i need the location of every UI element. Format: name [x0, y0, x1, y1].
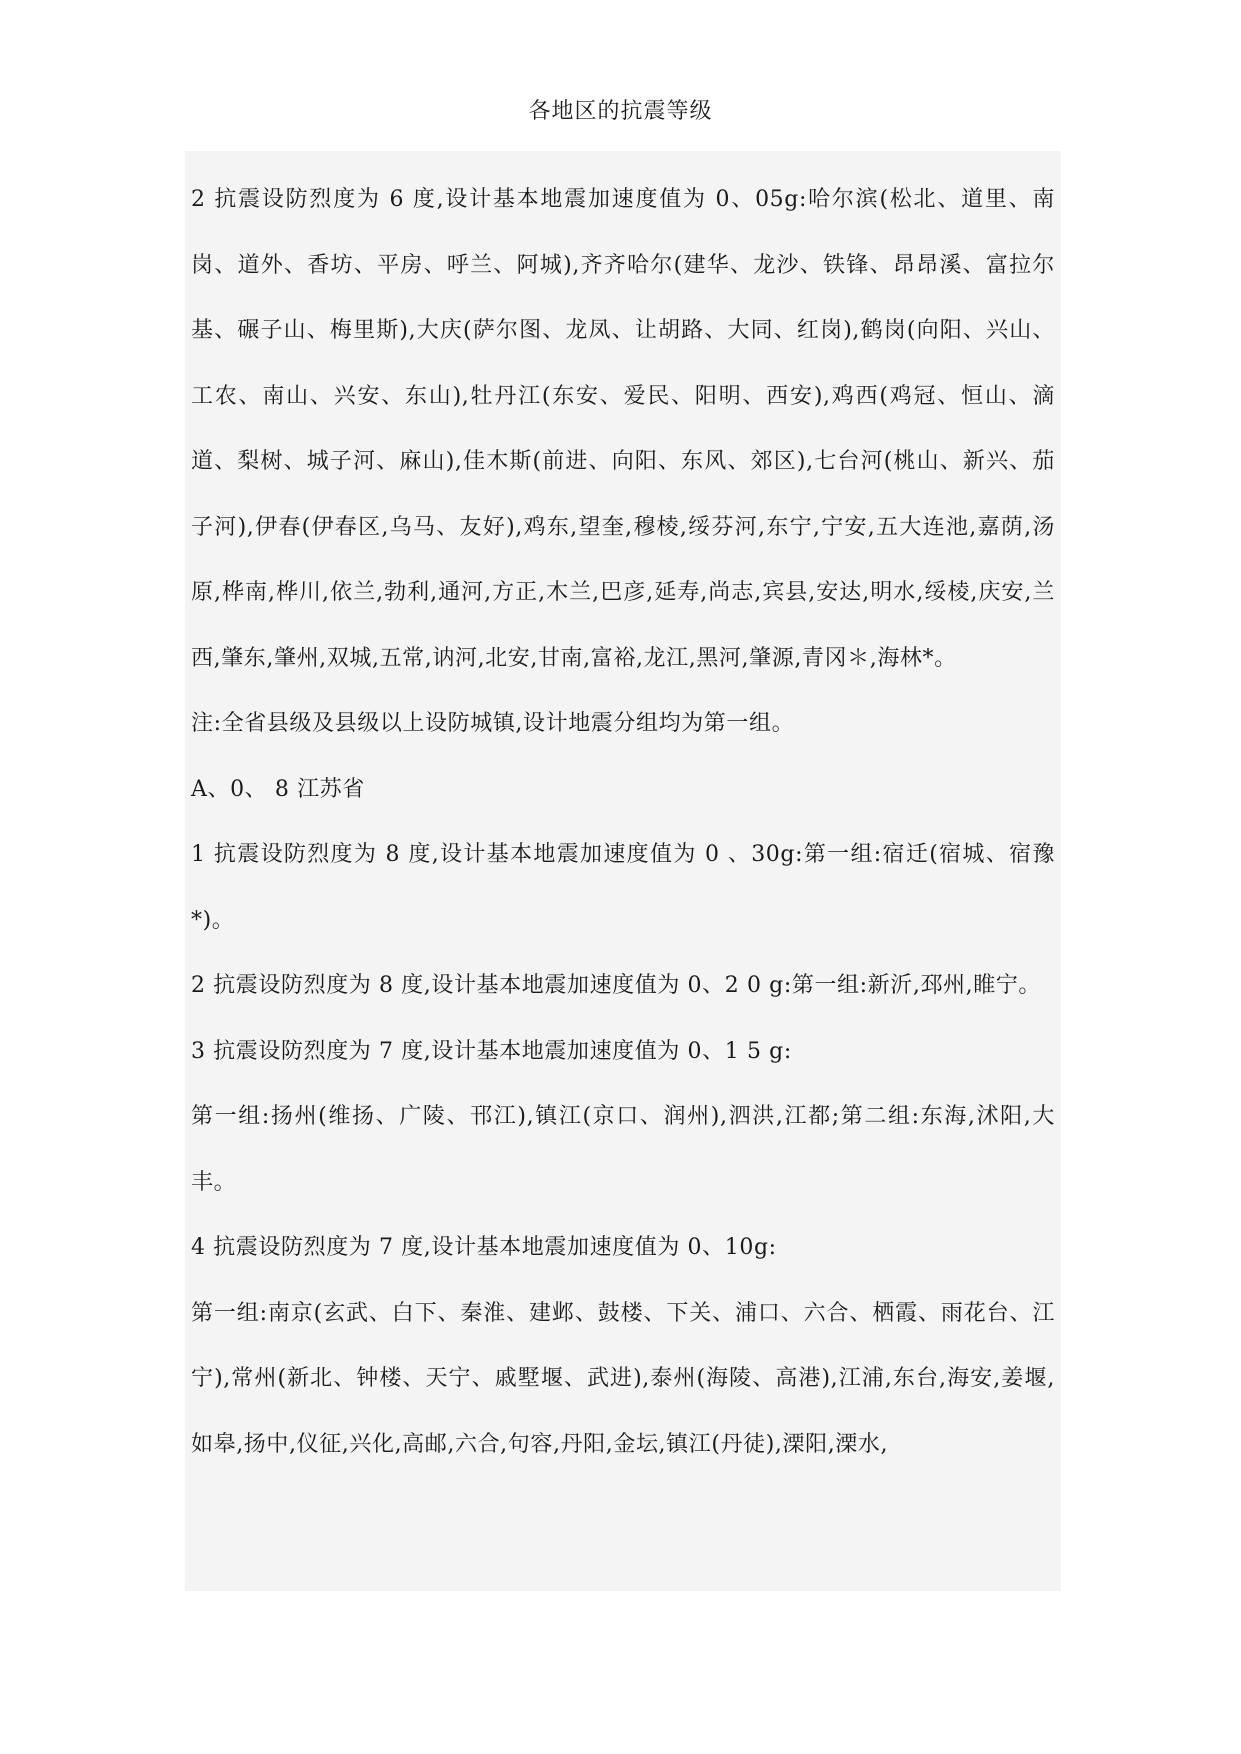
- section-heading-jiangsu: A、0、 8 江苏省: [191, 776, 365, 802]
- page-title: 各地区的抗震等级: [528, 99, 713, 124]
- paragraph-jiangsu-010g-groups: 第一组:南京(玄武、白下、秦淮、建邺、鼓楼、下关、浦口、六合、栖霞、雨花台、江宁),常州(新北、钟楼、天宁、戚墅堰、武进),泰州(海陵、高港),江浦,东台,海安,姜堰,如皋,扬中,仪征,兴化,高邮,六合,句容,丹阳,金坛,镇江(丹徒),溧阳,溧水,: [191, 1300, 1055, 1457]
- paragraph-jiangsu-8-degree-030g: 1 抗震设防烈度为 8 度,设计基本地震加速度值为 0 、30g:第一组:宿迁(宿城、宿豫*)。: [191, 842, 1055, 933]
- paragraph-jiangsu-7-degree-015g: 3 抗震设防烈度为 7 度,设计基本地震加速度值为 0、1 5 g:: [191, 1038, 792, 1064]
- document-body: [185, 151, 1061, 1591]
- paragraph-jiangsu-015g-groups: 第一组:扬州(维扬、广陵、邗江),镇江(京口、润州),泗洪,江都;第二组:东海,沭阳,大丰。: [191, 1104, 1055, 1195]
- paragraph-heilongjiang-6-degree: 2 抗震设防烈度为 6 度,设计基本地震加速度值为 0、05g:哈尔滨(松北、道里、南岗、道外、香坊、平房、呼兰、阿城),齐齐哈尔(建华、龙沙、铁锋、昂昂溪、富拉尔基、碾子山、梅里斯),大庆(萨尔图、龙凤、让胡路、大同、红岗),鹤岗(向阳、兴山、工农、南山、兴安、东山),牡丹江(东安、爱民、阳明、西安),鸡西(鸡冠、恒山、滴道、梨树、城子河、麻山),佳木斯(前进、向阳、东风、郊区),七台河(桃山、新兴、茄子河),伊春(伊春区,乌马、友好),鸡东,望奎,穆棱,绥芬河,东宁,宁安,五大连池,嘉荫,汤原,桦南,桦川,依兰,勃利,通河,方正,木兰,巴彦,延寿,尚志,宾县,安达,明水,绥棱,庆安,兰西,肇东,肇州,双城,五常,讷河,北安,甘南,富裕,龙江,黑河,肇源,青冈＊,海林*。: [191, 187, 1055, 671]
- paragraph-jiangsu-8-degree-020g: 2 抗震设防烈度为 8 度,设计基本地震加速度值为 0、2 0 g:第一组:新沂,邳州,睢宁。: [191, 973, 1042, 998]
- paragraph-jiangsu-7-degree-010g: 4 抗震设防烈度为 7 度,设计基本地震加速度值为 0、10g:: [191, 1235, 777, 1260]
- paragraph-note: 注:全省县级及县级以上设防城镇,设计地震分组均为第一组。: [191, 711, 795, 736]
